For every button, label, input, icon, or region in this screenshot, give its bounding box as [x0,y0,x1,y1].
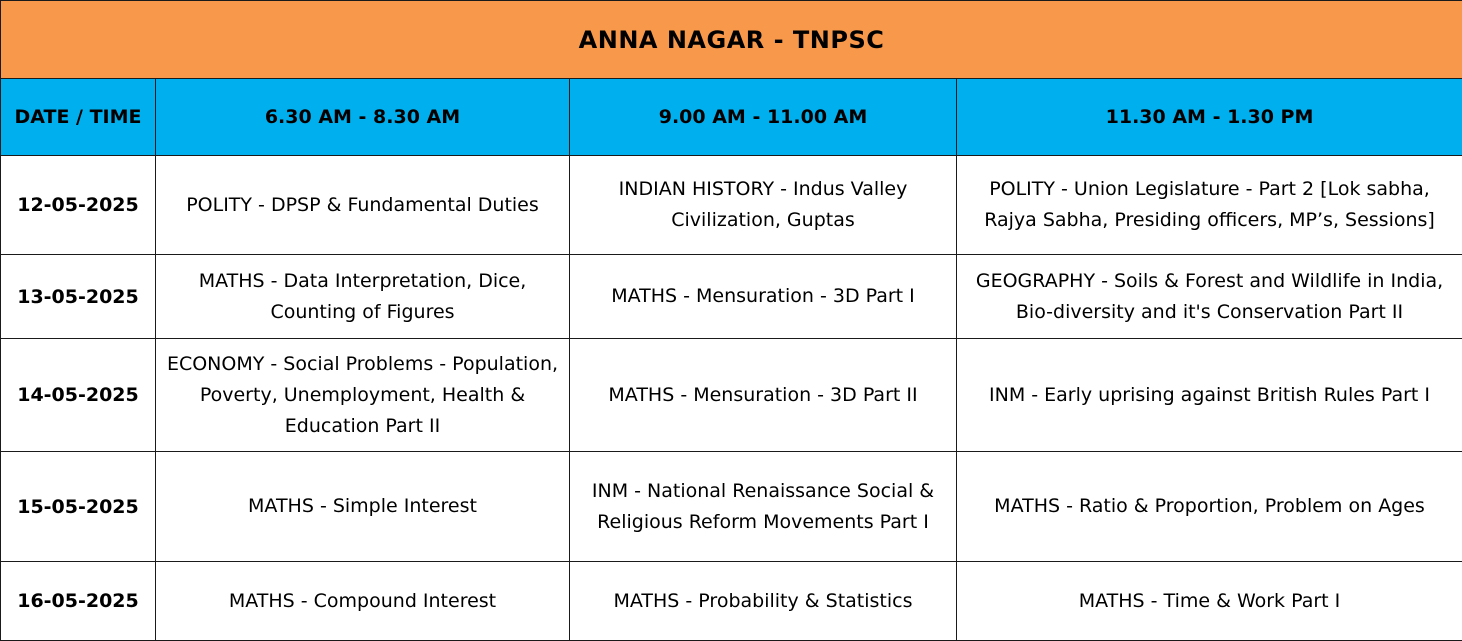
row-date: 16-05-2025 [1,562,156,641]
header-slot-2: 9.00 AM - 11.00 AM [570,79,957,156]
header-slot-3: 11.30 AM - 1.30 PM [957,79,1462,156]
slot-1-topic: POLITY - DPSP & Fundamental Duties [156,156,570,255]
table-row [1,156,1462,255]
slot-1-topic: MATHS - Simple Interest [156,452,570,562]
slot-2-topic: MATHS - Mensuration - 3D Part II [570,339,957,452]
header-slot-1: 6.30 AM - 8.30 AM [156,79,570,156]
table-row [1,255,1462,339]
table-row [1,339,1462,452]
title-row [1,1,1462,79]
row-date: 13-05-2025 [1,255,156,339]
slot-1-topic: MATHS - Data Interpretation, Dice, Counting of Figures [156,255,570,339]
slot-2-topic: INDIAN HISTORY - Indus Valley Civilization, Guptas [570,156,957,255]
header-row [1,79,1462,156]
slot-3-topic: INM - Early uprising against British Rules Part I [957,339,1462,452]
header-date-time: DATE / TIME [1,79,156,156]
slot-2-topic: INM - National Renaissance Social & Religious Reform Movements Part I [570,452,957,562]
slot-3-topic: MATHS - Time & Work Part I [957,562,1462,641]
slot-1-topic: ECONOMY - Social Problems - Population, Poverty, Unemployment, Health & Education Part II [156,339,570,452]
slot-2-topic: MATHS - Probability & Statistics [570,562,957,641]
row-date: 12-05-2025 [1,156,156,255]
slot-3-topic: GEOGRAPHY - Soils & Forest and Wildlife in India, Bio-diversity and it's Conservation Part II [957,255,1462,339]
row-date: 15-05-2025 [1,452,156,562]
slot-1-topic: MATHS - Compound Interest [156,562,570,641]
slot-3-topic: POLITY - Union Legislature - Part 2 [Lok sabha, Rajya Sabha, Presiding officers, MP’s, Sessions] [957,156,1462,255]
row-date: 14-05-2025 [1,339,156,452]
table-row [1,452,1462,562]
slot-3-topic: MATHS - Ratio & Proportion, Problem on Ages [957,452,1462,562]
slot-2-topic: MATHS - Mensuration - 3D Part I [570,255,957,339]
schedule-title: ANNA NAGAR - TNPSC [1,1,1462,79]
table-row [1,562,1462,641]
